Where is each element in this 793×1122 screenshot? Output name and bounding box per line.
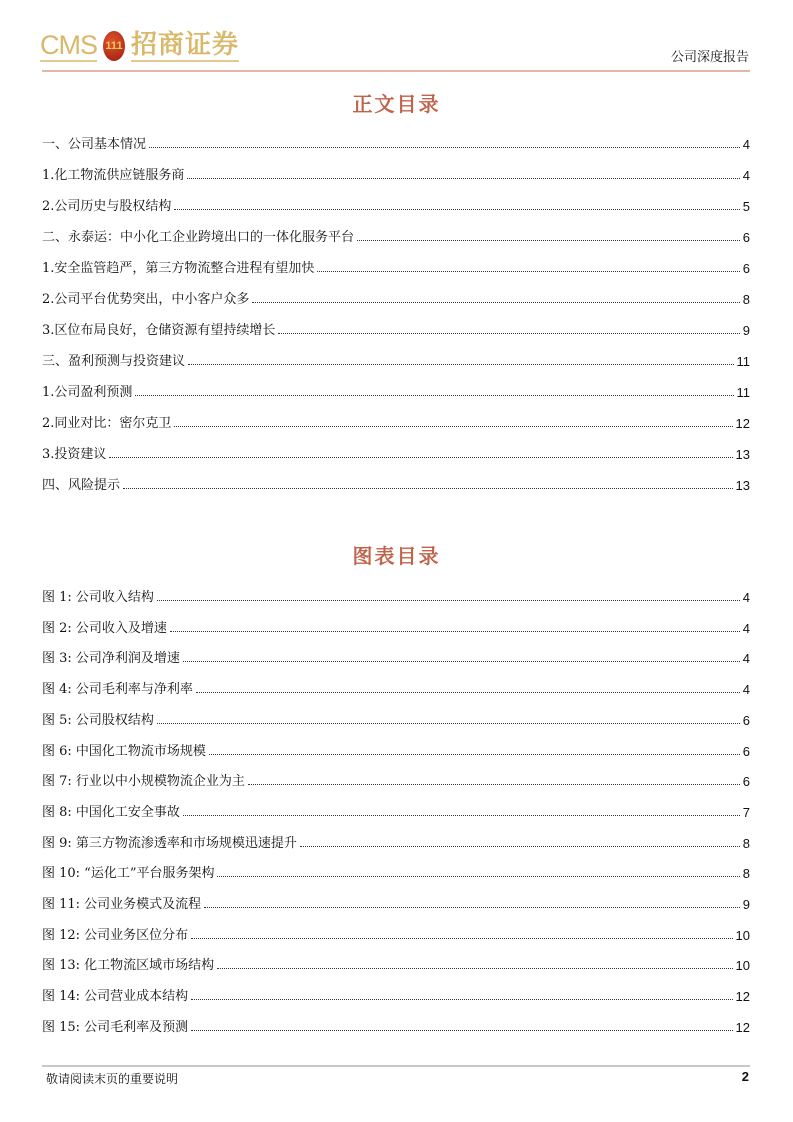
entry-page: 10 [735,958,750,974]
entry-label: 图 2: 公司收入及增速 [42,620,167,636]
dot-leader [204,907,740,908]
entry-label: 二、永泰运：中小化工企业跨境出口的一体化服务平台 [42,230,355,245]
figure-entry[interactable] [42,955,750,973]
entry-label: 图 5: 公司股权结构 [42,712,154,728]
toc-title: 正文目录 [352,92,441,116]
dot-leader [109,457,732,458]
toc-entry[interactable] [42,165,750,183]
entry-label: 四、风险提示 [42,478,121,493]
entry-page: 4 [742,590,750,605]
toc-entry[interactable] [42,134,750,152]
toc-entry[interactable] [42,475,750,493]
footer-divider [42,1065,750,1067]
entry-page: 8 [742,866,750,882]
figure-entry[interactable] [42,802,750,820]
entry-page: 8 [742,835,750,851]
entry-label: 图 13: 化工物流区域市场结构 [42,958,215,974]
entry-label: 1.公司盈利预测 [42,385,133,400]
entry-page: 11 [736,385,750,400]
entry-page: 12 [735,989,750,1005]
entry-page: 4 [742,137,750,152]
entry-label: 图 1: 公司收入结构 [42,590,154,605]
entry-label: 图 6: 中国化工物流市场规模 [42,743,206,759]
entry-page: 9 [742,323,750,338]
figure-entry[interactable] [42,833,750,851]
dot-leader [191,938,732,939]
page-number: 2 [741,1069,749,1084]
toc-entry[interactable] [42,196,750,214]
dot-leader [188,364,733,365]
entry-label: 一、公司基本情况 [42,137,147,152]
entry-label: 3.区位布局良好，仓储资源有望持续增长 [42,323,276,338]
figure-entry[interactable] [42,771,750,789]
dot-leader [217,968,732,969]
dot-leader [157,600,740,601]
cms-logo [40,28,239,64]
entry-label: 2.公司历史与股权结构 [42,199,172,214]
entry-label: 1.化工物流供应链服务商 [42,168,185,183]
dot-leader [317,271,739,272]
dot-leader [357,240,740,241]
entry-page: 6 [742,712,750,728]
header-divider [42,70,750,72]
entry-page: 4 [742,651,750,667]
figure-entry[interactable] [42,986,750,1004]
footer-notice: 敬请阅读末页的重要说明 [46,1072,179,1086]
entry-label: 图 4: 公司毛利率与净利率 [42,682,193,698]
logo-emblem-icon: 111 [103,31,125,61]
entry-label: 图 15: 公司毛利率及预测 [42,1019,189,1035]
entry-label: 图 14: 公司营业成本结构 [42,989,189,1005]
entry-page: 8 [742,292,750,307]
entry-page: 6 [742,261,750,276]
entry-label: 图 7: 行业以中小规模物流企业为主 [42,774,245,790]
dot-leader [135,395,733,396]
figure-entry[interactable] [42,648,750,666]
entry-page: 6 [742,774,750,790]
logo-latin: CMS [40,30,97,60]
entry-page: 4 [742,682,750,698]
entry-label: 3.投资建议 [42,447,107,462]
entry-label: 图 12: 公司业务区位分布 [42,927,189,943]
entry-page: 11 [736,354,750,369]
toc-entry[interactable] [42,413,750,431]
dot-leader [248,784,740,785]
figure-entry[interactable] [42,925,750,943]
entry-page: 10 [735,927,750,943]
entry-page: 12 [735,416,750,431]
figure-entry[interactable] [42,587,750,605]
toc-entry[interactable] [42,444,750,462]
figure-entry[interactable] [42,679,750,697]
entry-page: 13 [735,478,750,493]
dot-leader [217,876,739,877]
dot-leader [252,302,739,303]
figure-entry[interactable] [42,618,750,636]
dot-leader [191,1030,732,1031]
entry-page: 9 [742,897,750,912]
figure-entry[interactable] [42,741,750,759]
dot-leader [196,692,740,693]
toc-entry[interactable] [42,351,750,369]
dot-leader [191,999,732,1000]
entry-label: 三、盈利预测与投资建议 [42,354,186,369]
dot-leader [278,333,739,334]
dot-leader [187,178,739,179]
entry-page: 7 [742,804,750,820]
dot-leader [183,815,740,816]
entry-label: 图 9: 第三方物流渗透率和市场规模迅速提升 [42,835,297,851]
figure-entry[interactable] [42,1017,750,1035]
entry-label: 图 10: “运化工”平台服务架构 [42,866,215,882]
dot-leader [123,488,733,489]
toc-entry[interactable] [42,258,750,276]
entry-label: 1.安全监管趋严，第三方物流整合进程有望加快 [42,261,315,276]
dot-leader [170,631,740,632]
dot-leader [209,754,740,755]
entry-label: 2.公司平台优势突出，中小客户众多 [42,292,250,307]
entry-page: 6 [742,743,750,759]
dot-leader [157,723,740,724]
dot-leader [183,661,740,662]
entry-label: 图 8: 中国化工安全事故 [42,804,180,820]
dot-leader [300,846,740,847]
toc-entry[interactable] [42,227,750,245]
dot-leader [174,426,732,427]
figures-title: 图表目录 [352,544,441,568]
figure-entry[interactable] [42,894,750,912]
toc-entry[interactable] [42,382,750,400]
entry-label: 图 11: 公司业务模式及流程 [42,897,202,912]
entry-label: 图 3: 公司净利润及增速 [42,651,180,667]
entry-label: 2.同业对比：密尔克卫 [42,416,172,431]
dot-leader [174,209,739,210]
entry-page: 13 [735,447,750,462]
entry-page: 5 [742,199,750,214]
figure-entry[interactable] [42,710,750,728]
entry-page: 4 [742,620,750,636]
entry-page: 12 [735,1019,750,1035]
report-type: 公司深度报告 [670,50,749,65]
toc-entry[interactable] [42,289,750,307]
logo-chinese: 招商证券 [131,30,240,60]
entry-page: 4 [742,168,750,183]
toc-entry[interactable] [42,320,750,338]
dot-leader [149,147,740,148]
figure-entry[interactable] [42,863,750,881]
entry-page: 6 [742,230,750,245]
